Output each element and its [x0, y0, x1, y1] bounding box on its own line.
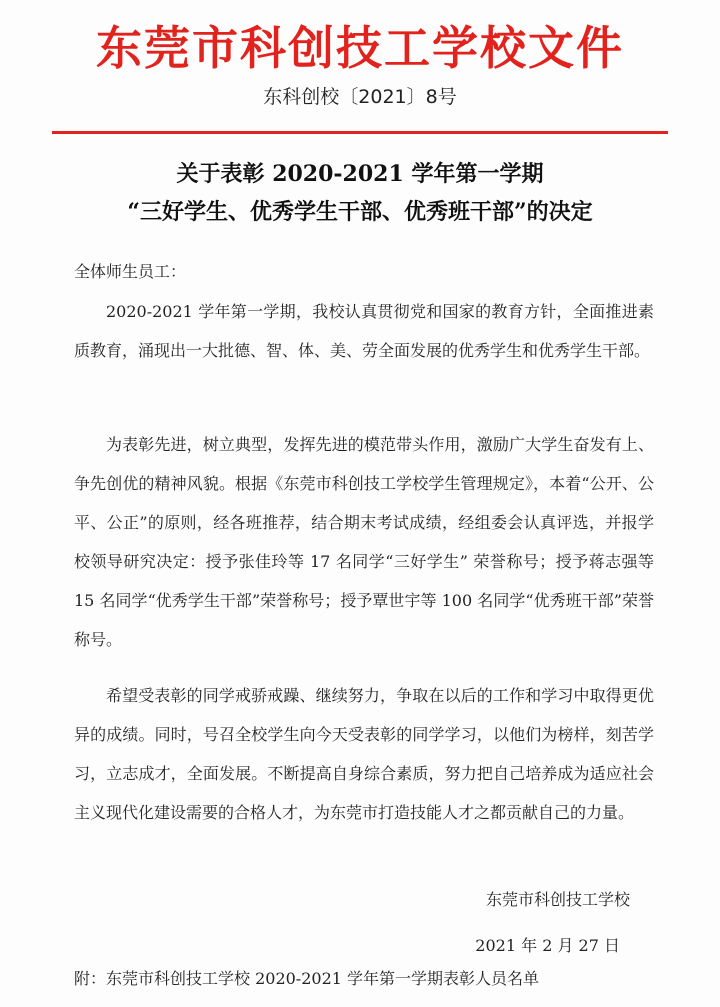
issue-date: 2021 年 2 月 27 日	[475, 936, 620, 955]
header-divider	[52, 131, 668, 134]
body-paragraph-2: 为表彰先进，树立典型，发挥先进的模范带头作用，激励广大学生奋发有上、争先创优的精神风貌。根据《东莞市科创技工学校学生管理规定》，本着“公开、公平、公正”的原则，经各班推荐，结合期末考试成绩，经组委会认真评选，并报学校领导研究决定：授予张佳玲等 17 名同学“三好学生” 荣誉称号；授予蒋志强等 15 名同学“优秀学生干部”荣誉称号；授予覃世宇等 100 名同学“优秀班干部”荣誉称号。	[74, 435, 654, 649]
body-paragraph-3: 希望受表彰的同学戒骄戒躁、继续努力，争取在以后的工作和学习中取得更优异的成绩。同时，号召全校学生向今天受表彰的同学学习，以他们为榜样，刻苦学习，立志成才，全面发展。不断提高自身综合素质，努力把自己培养成为适应社会主义现代化建设需要的合格人才，为东莞市打造技能人才之都贡献自己的力量。	[74, 686, 654, 822]
masthead-title: 东莞市科创技工学校文件	[96, 21, 624, 75]
salutation: 全体师生员工：	[74, 262, 187, 281]
issuer-signature: 东莞市科创技工学校	[485, 890, 630, 909]
document-title-line-2: “三好学生、优秀学生干部、优秀班干部”的决定	[127, 199, 593, 225]
body-paragraph-1: 2020-2021 学年第一学期，我校认真贯彻党和国家的教育方针，全面推进素质教育，涌现出一大批德、智、体、美、劳全面发展的优秀学生和优秀学生干部。	[74, 302, 654, 360]
document-title-line-1: 关于表彰 2020-2021 学年第一学期	[176, 161, 544, 187]
attachment-note: 附：东莞市科创技工学校 2020-2021 学年第一学期表彰人员名单	[74, 969, 540, 988]
document-number: 东科创校〔2021〕8号	[263, 86, 457, 108]
